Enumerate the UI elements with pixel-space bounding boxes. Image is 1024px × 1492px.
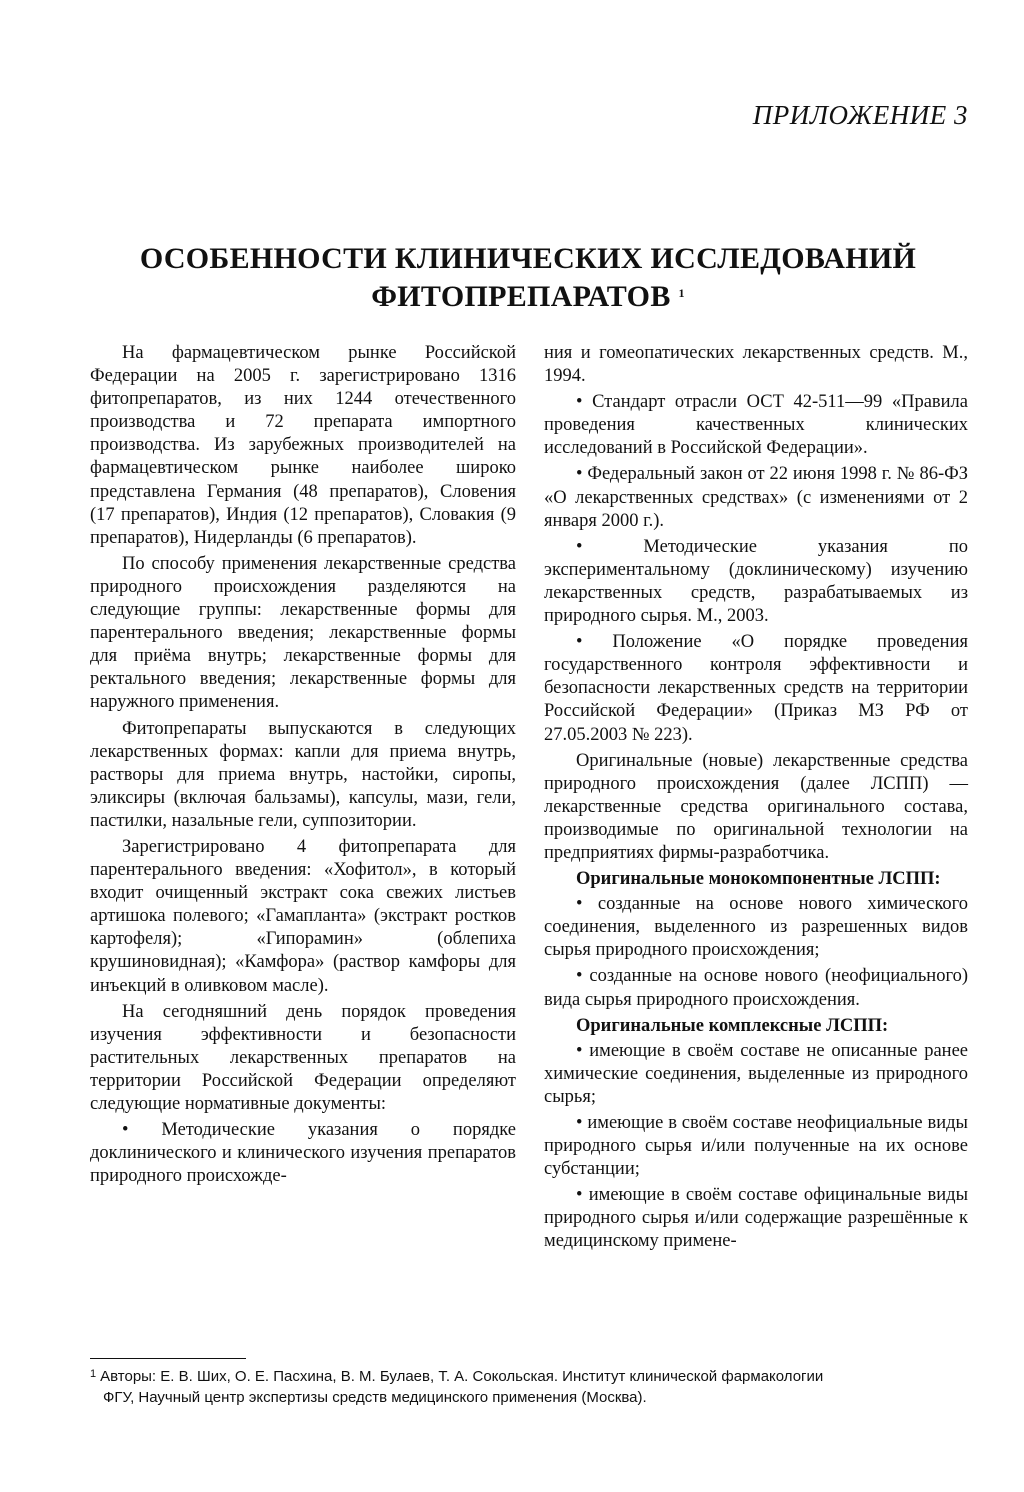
left-column [90, 342, 516, 1191]
title-line-1: ОСОБЕННОСТИ КЛИНИЧЕСКИХ ИССЛЕДОВАНИЙ [139, 242, 917, 275]
list-item-federal-law: • Федеральный закон от 22 июня 1998 г. № 86-ФЗ «О лекарственных средствах» (с изменениями от 2 января 2000 г.). [544, 464, 968, 531]
paragraph-forms: Фитопрепараты выпускаются в следующих лекарственных формах: капли для приема внутрь, растворы для приема внутрь, настойки, сиропы, эликсиры (включая бальзамы), капсулы, мази, гели, пастилки, назальные гели, суппозитории. [90, 718, 516, 831]
paragraph-groups: По способу применения лекарственные средства природного происхождения разделяются на следующие группы: лекарственные формы для парентерального введения; лекарственные формы для приёма внутрь; лекарственные формы для ректального введения; лекарственные формы для наружного применения. [90, 553, 516, 713]
paragraph-regulations-intro: На сегодняшний день порядок проведения изучения эффективности и безопасности растительных лекарственных препаратов на территории Российской Федерации определяют следующие нормативные документы: [90, 1001, 516, 1114]
paragraph-market: На фармацевтическом рынке Российской Федерации на 2005 г. зарегистрировано 1316 фитопрепаратов, из них 1244 отечественного производства и 72 препарата импортного производства. Из зарубежных производителей на фармацевтическом рынке наиболее широко представлена Германия (48 препаратов), Словения (17 препаратов), Индия (12 препаратов), Словакия (9 препаратов), Нидерланды (6 препаратов). [90, 343, 516, 548]
running-head: ПРИЛОЖЕНИЕ 3 [752, 100, 968, 130]
title-footnote-mark[interactable]: 1 [678, 286, 685, 300]
footnote-mark: 1 [90, 1368, 97, 1380]
footnote-authors: Авторы: Е. В. Ших, О. Е. Пасхина, В. М. Булаев, Т. А. Сокольская. Институт клинической фармакологии [100, 1368, 824, 1385]
subheading-complex: Оригинальные комплексные ЛСПП: [576, 1015, 889, 1036]
paragraph-parenteral: Зарегистрировано 4 фитопрепарата для парентерального введения: «Хофитол», в который входит очищенный экстракт сока свежих листьев артишока полевого; «Гамапланта» (экстракт ростков картофеля); «Гипорамин» (облепиха крушиновидная); «Камфора» (раствор камфоры для инъекций в оливковом масле). [90, 836, 516, 996]
list-item-preclinical-guidelines: • Методические указания по экспериментальному (доклиническому) изучению лекарственных средств, разрабатываемых из природного сырья. М., 2003. [544, 536, 968, 627]
paragraph-continuation: ния и гомеопатических лекарственных средств. М., 1994. [544, 343, 968, 387]
footnote-divider [90, 1358, 246, 1359]
list-item-state-control: • Положение «О порядке проведения государственного контроля эффективности и безопасности лекарственных средств на территории Российской Федерации» (Приказ МЗ РФ от 27.05.2003 № 223). [544, 632, 968, 745]
list-item-ost-standard: • Стандарт отрасли ОСТ 42-511—99 «Правила проведения качественных клинических исследований в Российской Федерации». [544, 392, 968, 459]
footnote [90, 1366, 980, 1408]
page-title [60, 240, 996, 316]
paragraph-original-definition: Оригинальные (новые) лекарственные средства природного происхождения (далее ЛСПП) — лекарственные средства оригинального состава, производимые по оригинальной технологии на предприятиях фирмы-разработчика. [544, 750, 968, 863]
list-item-new-compound: • созданные на основе нового химического соединения, выделенного из разрешенных видов сырья природного происхождения; [544, 894, 968, 961]
right-column [544, 342, 968, 1257]
list-item-nonofficial-raw: • имеющие в своём составе неофициальные виды природного сырья и/или полученные на их основе субстанции; [544, 1113, 968, 1180]
title-line-2-text: ФИТОПРЕПАРАТОВ [371, 280, 671, 313]
list-item-undescribed-compounds: • имеющие в своём составе не описанные ранее химические соединения, выделенные из природного сырья; [544, 1040, 968, 1107]
footnote-institution: ФГУ, Научный центр экспертизы средств медицинского применения (Москва). [103, 1389, 647, 1406]
list-item-official-raw: • имеющие в своём составе официнальные виды природного сырья и/или содержащие разрешённые к медицинскому примене- [544, 1185, 968, 1252]
list-item-new-raw-material: • созданные на основе нового (неофициального) вида сырья природного происхождения. [544, 966, 968, 1010]
list-item-guidelines-1994: • Методические указания о порядке доклинического и клинического изучения препаратов природного происхожде- [90, 1120, 516, 1187]
title-line-2 [60, 278, 996, 316]
subheading-monocomponent: Оригинальные монокомпонентные ЛСПП: [576, 869, 941, 890]
